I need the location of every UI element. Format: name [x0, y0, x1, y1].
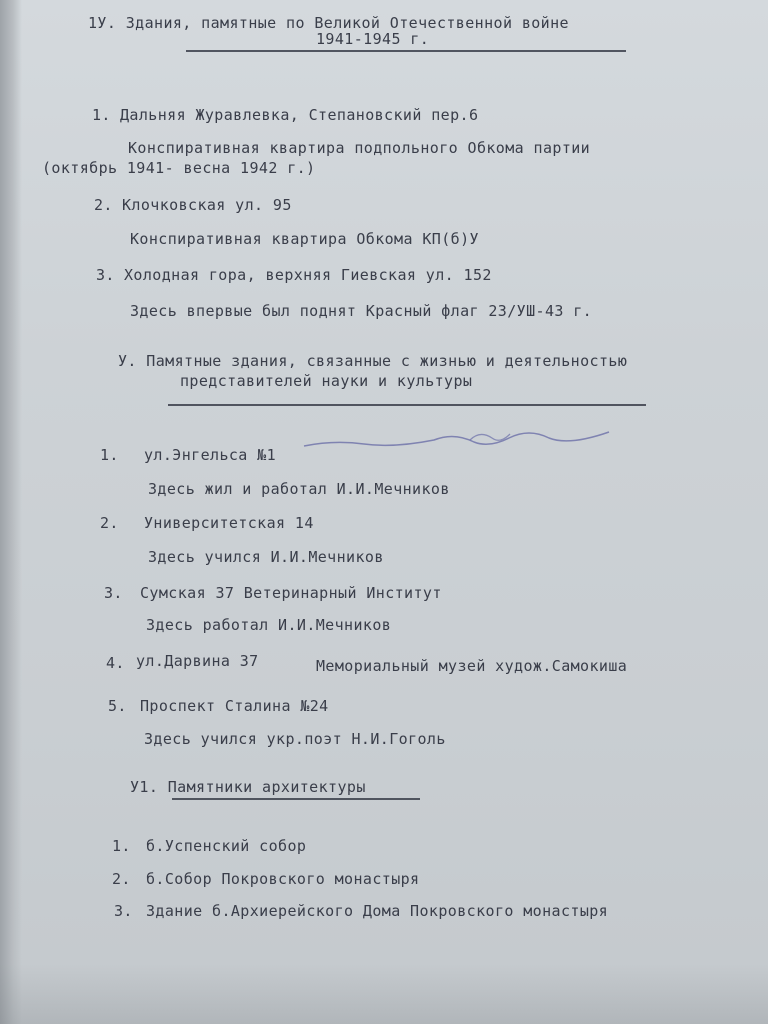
section4-title-years: 1941-1945 г. [316, 30, 430, 48]
s4-item2-address: Клочковская ул. 95 [122, 196, 292, 214]
s5-item1-note: Здесь жил и работал И.И.Мечников [148, 480, 450, 498]
s5-item1-address: ул.Энгельса №1 [144, 446, 277, 464]
s5-item2-note: Здесь учился И.И.Мечников [148, 548, 384, 566]
s4-item3-number: 3. [96, 266, 115, 284]
s6-item3-text: Здание б.Архиерейского Дома Покровского монастыря [146, 902, 609, 920]
s6-item1-number: 1. [112, 837, 131, 855]
page-bottom-shadow [0, 964, 768, 1024]
s5-item5-note: Здесь учился укр.поэт Н.И.Гоголь [144, 730, 446, 748]
s4-item1-address: Дальняя Журавлевка, Степановский пер.6 [120, 106, 479, 124]
s4-item2-number: 2. [94, 196, 113, 214]
section5-title-line2: представителей науки и культуры [180, 372, 473, 390]
s5-item4-address: ул.Дарвина 37 [136, 652, 259, 670]
section5-underline [168, 404, 646, 406]
pencil-scribble-icon [300, 426, 620, 460]
section5-title: У. Памятные здания, связанные с жизнью и деятельностью [118, 352, 628, 370]
s5-item2-address: Университетская 14 [144, 514, 314, 532]
s6-item1-text: б.Успенский собор [146, 837, 307, 855]
s6-item3-number: 3. [114, 902, 133, 920]
s5-item4-note: Мемориальный музей худож.Самокиша [316, 657, 628, 675]
section6-underline [172, 798, 420, 800]
s4-item1-number: 1. [92, 106, 111, 124]
section4-underline [186, 50, 626, 52]
s4-item3-note: Здесь впервые был поднят Красный флаг 23/УШ-43 г. [130, 302, 593, 320]
s5-item3-note: Здесь работал И.И.Мечников [146, 616, 392, 634]
page-edge-shadow [0, 0, 22, 1024]
s5-item3-number: 3. [104, 584, 123, 602]
s5-item2-number: 2. [100, 514, 119, 532]
s4-item2-note: Конспиративная квартира Обкома КП(б)У [130, 230, 479, 248]
s4-item1-note: Конспиративная квартира подпольного Обкома партии [128, 139, 591, 157]
s5-item4-number: 4. [106, 654, 125, 672]
s6-item2-number: 2. [112, 870, 131, 888]
s4-item1-note-dates: (октябрь 1941- весна 1942 г.) [42, 159, 316, 177]
s5-item5-address: Проспект Сталина №24 [140, 697, 329, 715]
section4-title: 1У. Здания, памятные по Великой Отечественной войне [88, 14, 569, 32]
s5-item1-number: 1. [100, 446, 119, 464]
s5-item5-number: 5. [108, 697, 127, 715]
section6-title: У1. Памятники архитектуры [130, 778, 366, 796]
s5-item3-address: Сумская 37 Ветеринарный Институт [140, 584, 442, 602]
s6-item2-text: б.Собор Покровского монастыря [146, 870, 420, 888]
s4-item3-address: Холодная гора, верхняя Гиевская ул. 152 [124, 266, 492, 284]
